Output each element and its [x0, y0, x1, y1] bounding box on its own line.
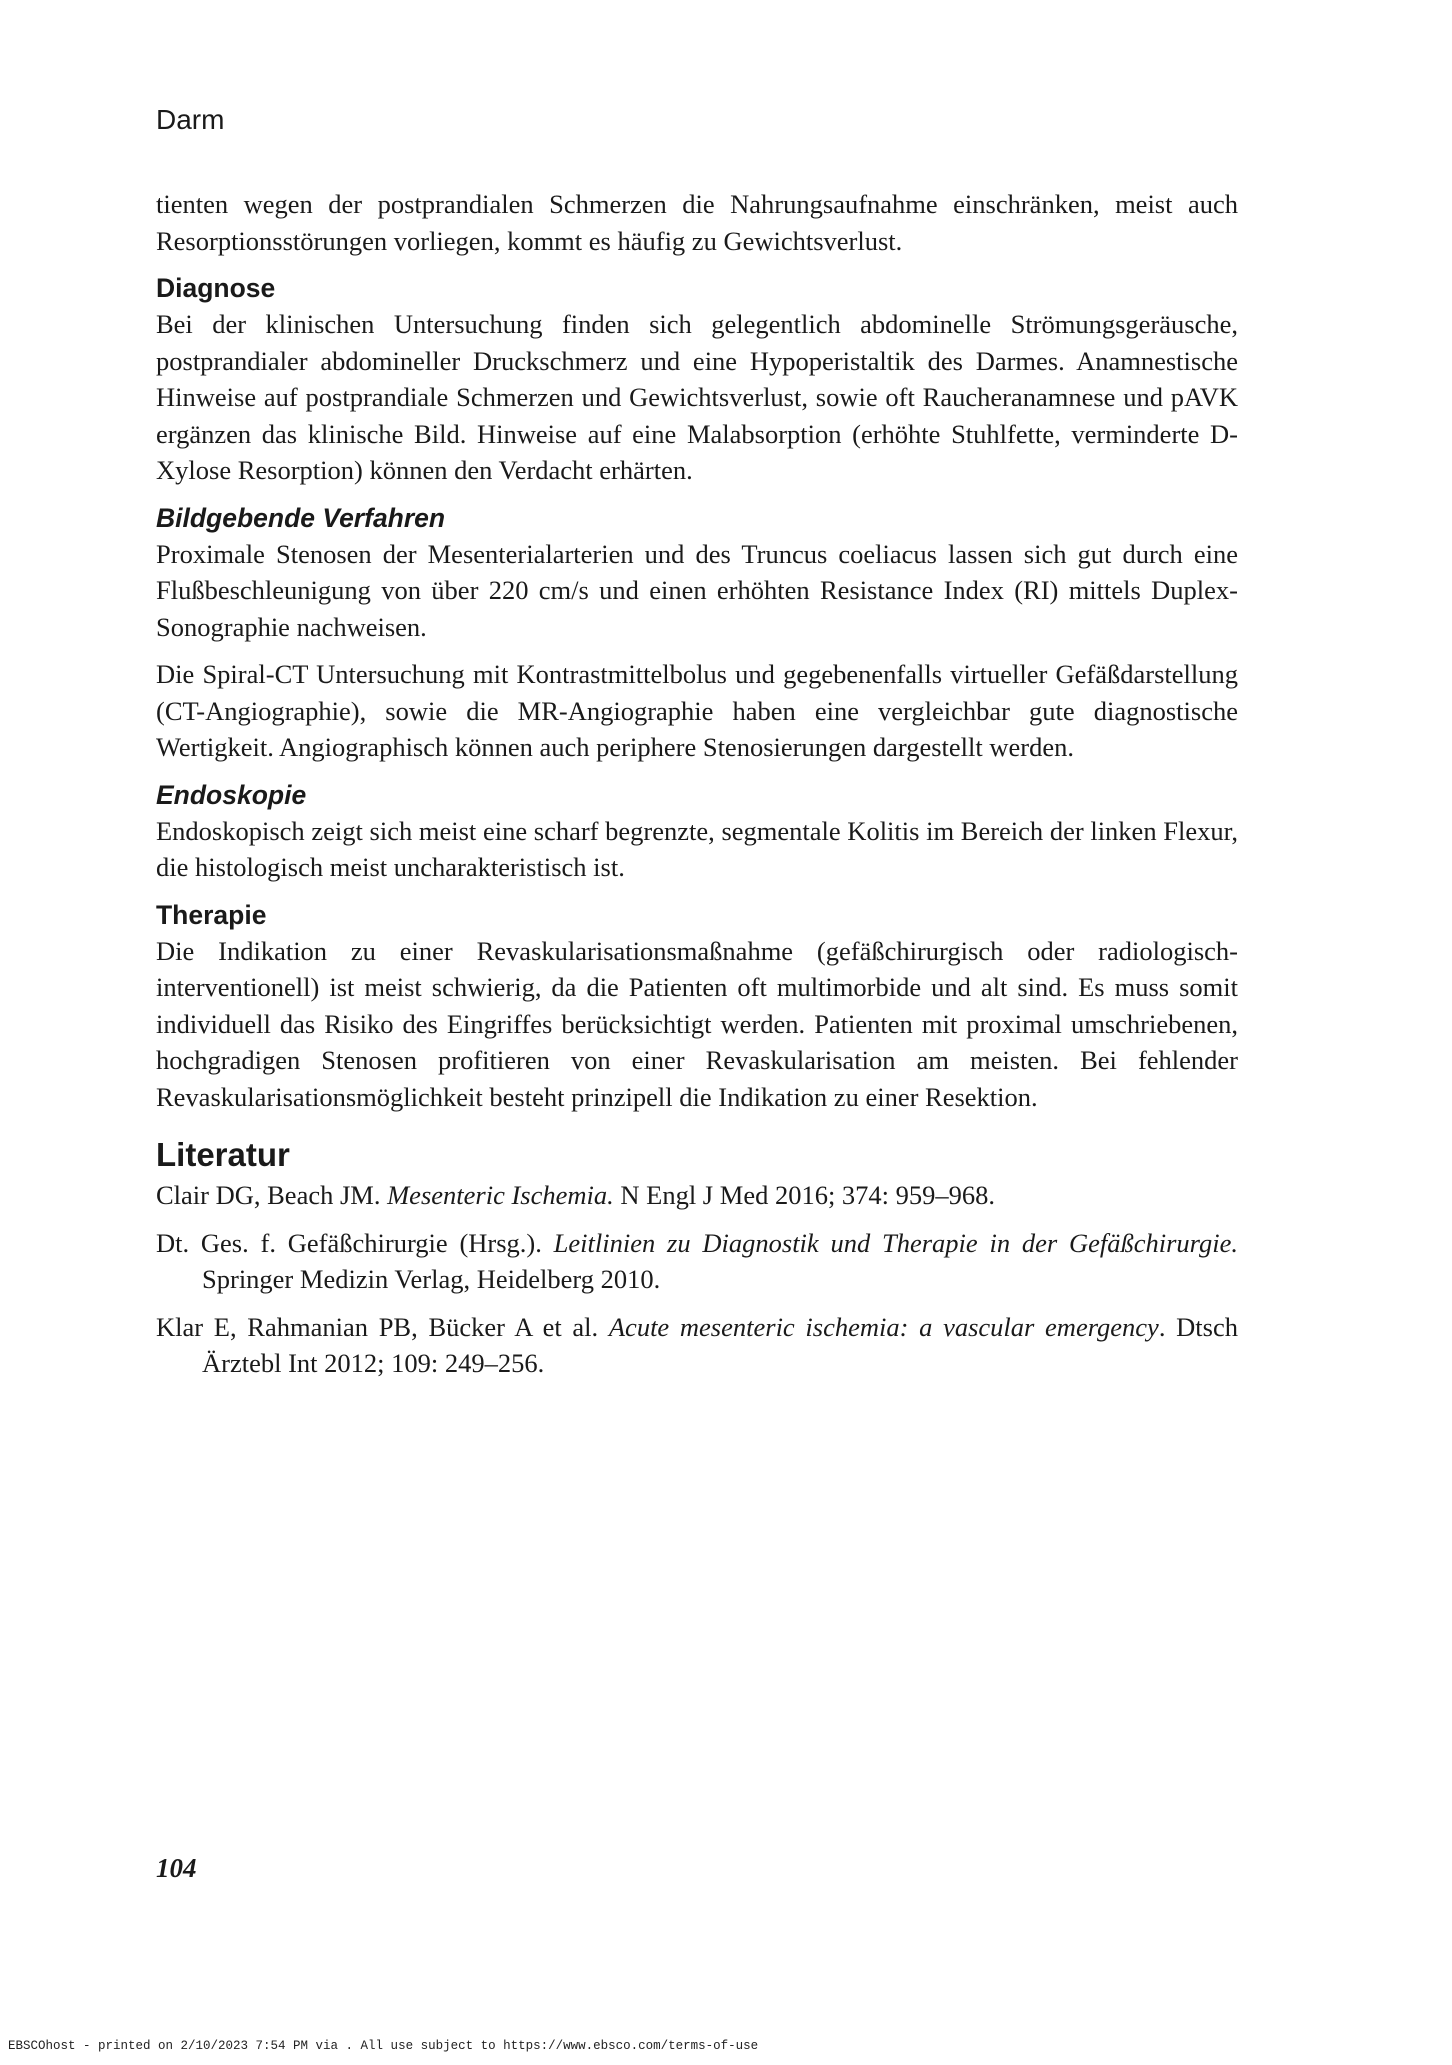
reference-item — [156, 1177, 1238, 1214]
reference-source: . Dtsch Ärztebl Int 2012; 109: 249–256. — [202, 1311, 1238, 1378]
page-number: 104 — [156, 1853, 197, 1883]
reference-title: Acute mesenteric ischemia: a vascular emergency — [608, 1311, 1159, 1342]
section-bildgebende-verfahren — [156, 501, 1238, 766]
section-literatur — [156, 1135, 1238, 1382]
section-therapie — [156, 898, 1238, 1116]
reference-item — [156, 1309, 1238, 1382]
section-diagnose — [156, 271, 1238, 489]
endoskopie-paragraph: Endoskopisch zeigt sich meist eine scharf begrenzte, segmentale Kolitis im Bereich der linken Flexur, die histologisch meist uncharakteristisch ist. — [156, 815, 1238, 882]
reference-source: Springer Medizin Verlag, Heidelberg 2010. — [202, 1264, 661, 1294]
section-heading-diagnose: Diagnose — [156, 273, 276, 303]
intro-paragraph: tienten wegen der postprandialen Schmerzen die Nahrungsaufnahme einschränken, meist auch Resorptionsstörungen vorliegen, kommt es häufig zu Gewichtsverlust. — [156, 189, 1238, 256]
reference-authors: Dt. Ges. f. Gefäßchirurgie (Hrsg.). — [156, 1227, 554, 1258]
reference-source: N Engl J Med 2016; 374: 959–968. — [613, 1180, 996, 1210]
reference-authors: Clair DG, Beach JM. — [156, 1180, 388, 1210]
reference-title: Leitlinien zu Diagnostik und Therapie in der Gefäßchirurgie. — [553, 1227, 1238, 1258]
reference-item — [156, 1225, 1238, 1298]
bildgebende-paragraph-1: Proximale Stenosen der Mesenterialarterien und des Truncus coeliacus lassen sich gut durch eine Flußbeschleunigung von über 220 cm/s und einen erhöhten Resistance Index (RI) mittels Duplex-Sonographie nachweisen. — [156, 538, 1238, 642]
running-head: Darm — [156, 104, 225, 135]
section-heading-endoskopie: Endoskopie — [156, 779, 307, 810]
section-heading-therapie: Therapie — [156, 899, 267, 930]
page-body — [156, 186, 1238, 1393]
reference-title: Mesenteric Ischemia. — [387, 1180, 614, 1210]
section-heading-bildgebende-verfahren: Bildgebende Verfahren — [156, 502, 446, 533]
print-footer: EBSCOhost - printed on 2/10/2023 7:54 PM via . All use subject to https://www.ebsco.com/terms-of-use — [8, 2039, 759, 2053]
reference-authors: Klar E, Rahmanian PB, Bücker A et al. — [156, 1311, 609, 1342]
therapie-paragraph: Die Indikation zu einer Revaskularisationsmaßnahme (gefäßchirurgisch oder radiologisch-interventionell) ist meist schwierig, da die Patienten oft multimorbide und alt sind. Es muss somit individuell das Risiko des Eingriffes berücksichtigt werden. Patienten mit proximal umschriebenen, hochgradigen Stenosen profitieren von einer Revaskularisation am meisten. Bei fehlender Revaskularisationsmöglichkeit besteht prinzipell die Indikation zu einer Resektion. — [156, 935, 1238, 1112]
bildgebende-paragraph-2: Die Spiral-CT Untersuchung mit Kontrastmittelbolus und gegebenenfalls virtueller Gefäßdarstellung (CT-Angiographie), sowie die MR-Angiographie haben eine vergleichbar gute diagnostische Wertigkeit. Angiographisch können auch periphere Stenosierungen dargestellt werden. — [156, 659, 1238, 762]
section-endoskopie — [156, 778, 1238, 886]
diagnose-paragraph: Bei der klinischen Untersuchung finden sich gelegentlich abdominelle Strömungsgeräusche, postprandialer abdomineller Druckschmerz und eine Hypoperistaltik des Darmes. Anamnestische Hinweise auf postprandiale Schmerzen und Gewichtsverlust, sowie oft Raucheranamnese und pAVK ergänzen das klinische Bild. Hinweise auf eine Malabsorption (erhöhte Stuhlfette, verminderte D-Xylose Resorption) können den Verdacht erhärten. — [156, 309, 1238, 485]
section-heading-literatur: Literatur — [156, 1136, 290, 1173]
